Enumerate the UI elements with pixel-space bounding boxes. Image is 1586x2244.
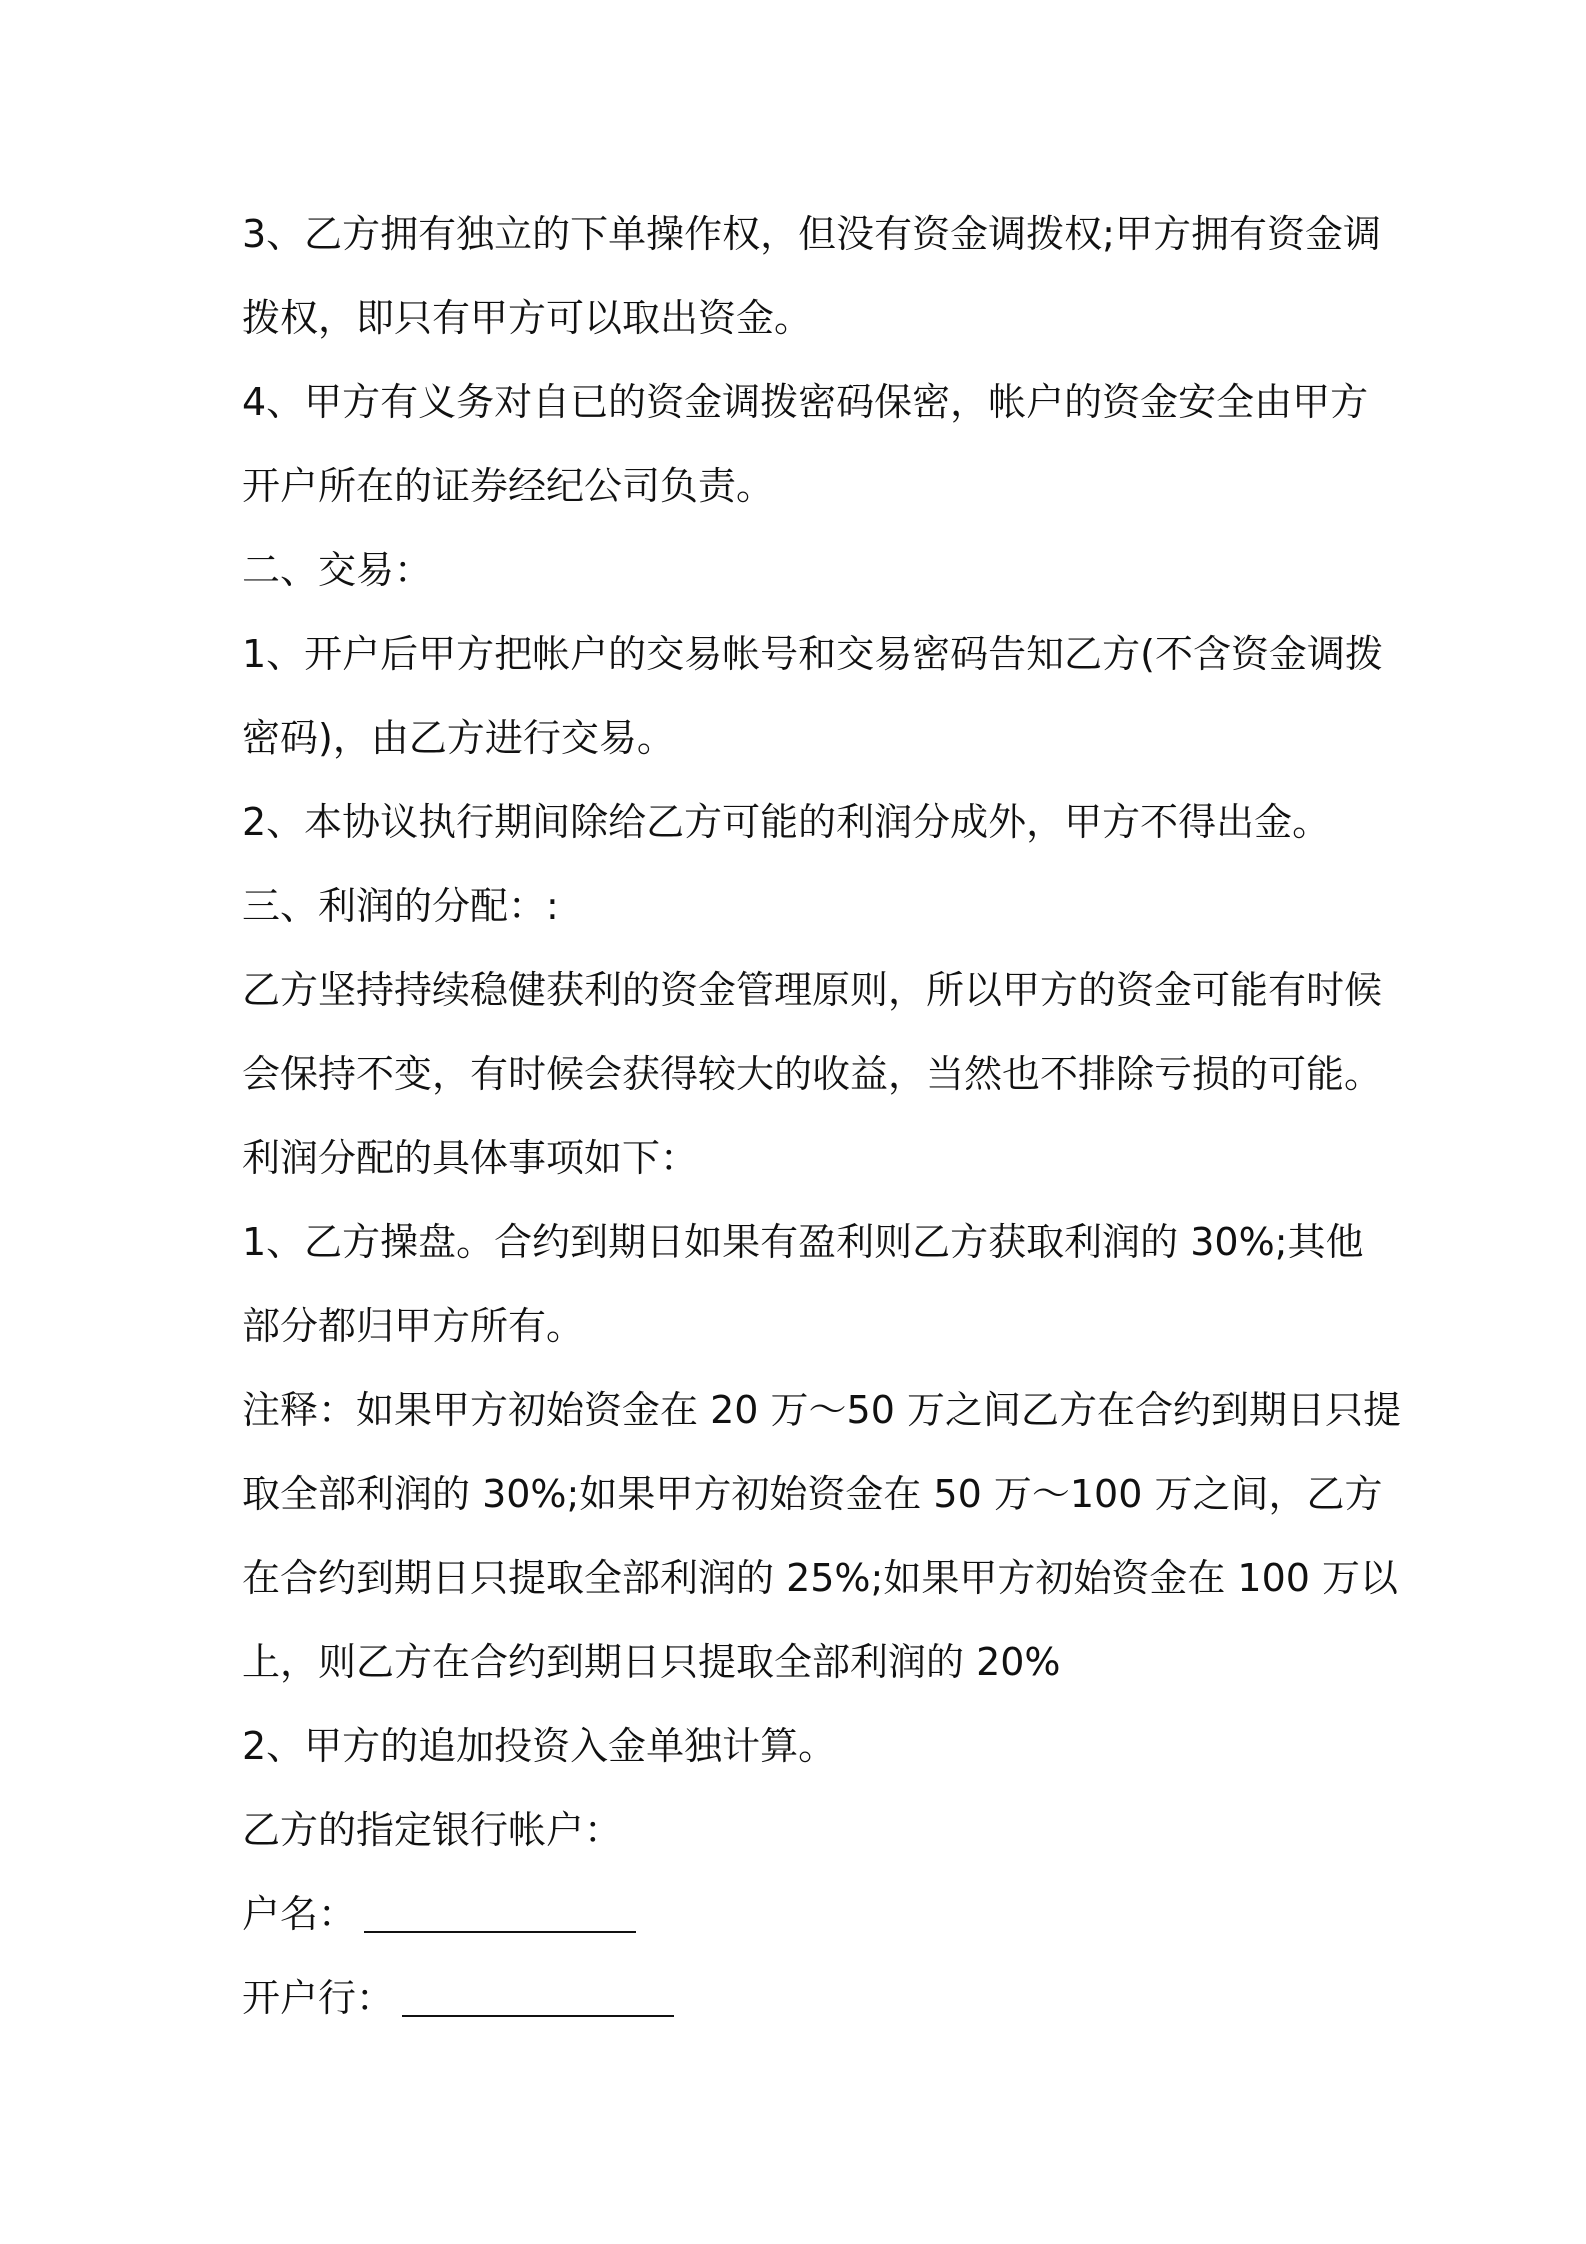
- trading-clause-1-line-2: 密码)，由乙方进行交易。: [242, 716, 675, 760]
- account-name-blank: [364, 1893, 636, 1933]
- profit-clause-1-line-2: 部分都归甲方所有。: [242, 1304, 585, 1348]
- profit-clause-1-line-1: 1、乙方操盘。合约到期日如果有盈利则乙方获取利润的 30%;其他: [242, 1220, 1364, 1264]
- bank-blank: [402, 1977, 674, 2017]
- profit-intro-line-2: 会保持不变，有时候会获得较大的收益，当然也不排除亏损的可能。: [242, 1052, 1383, 1096]
- section-heading-trading: 二、交易：: [242, 548, 433, 592]
- bank-account-heading: 乙方的指定银行帐户：: [242, 1808, 623, 1852]
- trading-clause-2: 2、本协议执行期间除给乙方可能的利润分成外，甲方不得出金。: [242, 800, 1331, 844]
- bank-label: 开户行：: [242, 1976, 395, 2020]
- clause-3-line-1: 3、乙方拥有独立的下单操作权，但没有资金调拨权;甲方拥有资金调: [242, 212, 1381, 256]
- bank-row: [242, 1956, 1362, 2040]
- profit-intro-line-1: 乙方坚持持续稳健获利的资金管理原则，所以甲方的资金可能有时候: [242, 968, 1383, 1012]
- note-line-4: 上，则乙方在合约到期日只提取全部利润的 20%: [242, 1640, 1061, 1684]
- profit-intro-line-3: 利润分配的具体事项如下：: [242, 1136, 699, 1180]
- clause-4-line-2: 开户所在的证券经纪公司负责。: [242, 464, 775, 508]
- note-line-3: 在合约到期日只提取全部利润的 25%;如果甲方初始资金在 100 万以: [242, 1556, 1399, 1600]
- note-line-2: 取全部利润的 30%;如果甲方初始资金在 50 万～100 万之间，乙方: [242, 1472, 1383, 1516]
- clause-4-line-1: 4、甲方有义务对自已的资金调拨密码保密，帐户的资金安全由甲方: [242, 380, 1369, 424]
- section-heading-profit: 三、利润的分配：:: [242, 884, 559, 928]
- trading-clause-1-line-1: 1、开户后甲方把帐户的交易帐号和交易密码告知乙方(不含资金调拨: [242, 632, 1384, 676]
- clause-3-line-2: 拨权，即只有甲方可以取出资金。: [242, 296, 813, 340]
- account-name-row: [242, 1872, 1362, 1956]
- note-line-1: 注释：如果甲方初始资金在 20 万～50 万之间乙方在合约到期日只提: [242, 1388, 1401, 1432]
- profit-clause-2: 2、甲方的追加投资入金单独计算。: [242, 1724, 837, 1768]
- document-body: [242, 192, 1401, 2040]
- account-name-label: 户名：: [242, 1892, 357, 1936]
